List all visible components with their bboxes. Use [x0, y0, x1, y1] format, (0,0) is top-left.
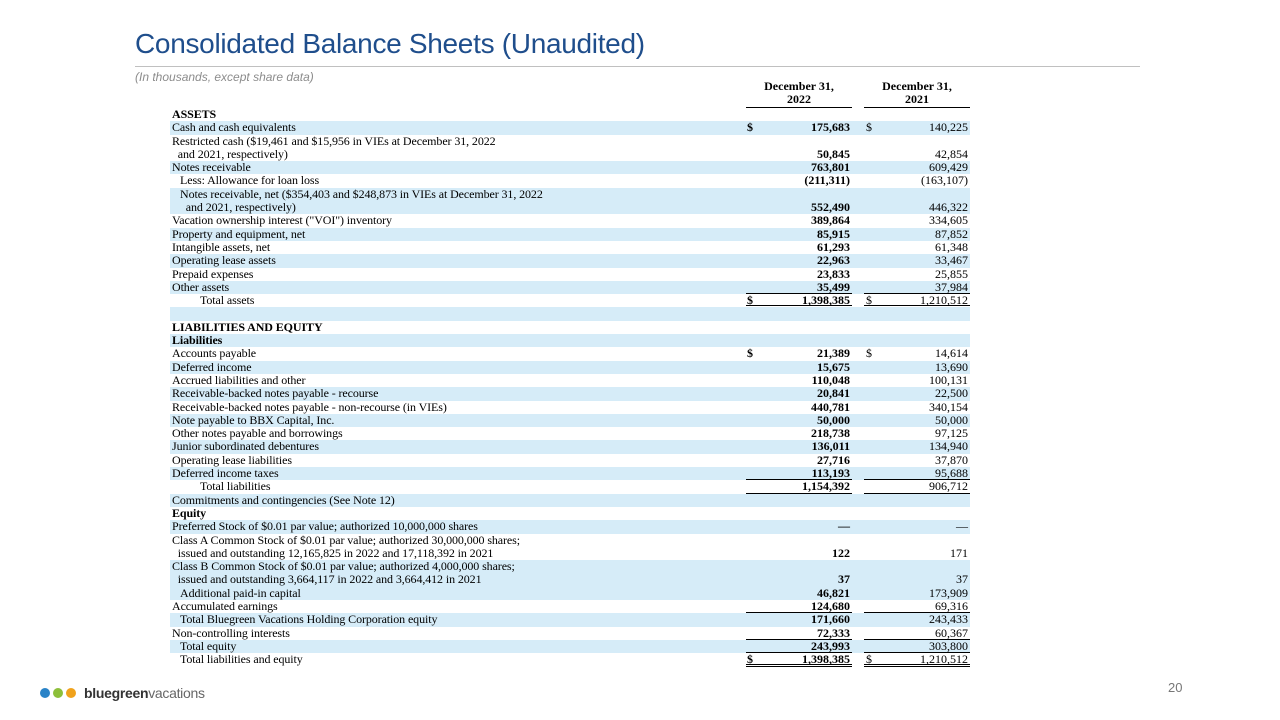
value-2021: 37,984 [864, 281, 970, 294]
row-label: Operating lease liabilities [172, 452, 292, 467]
value-2022: 122 [832, 545, 850, 560]
value-2022: 85,915 [817, 226, 850, 241]
table-row [170, 600, 970, 613]
value-2022: 763,801 [811, 160, 850, 175]
table-row [170, 347, 970, 360]
value-2022: 15,675 [817, 359, 850, 374]
value-2022: 46,821 [817, 585, 850, 600]
row-label: Other notes payable and borrowings [172, 426, 343, 441]
table-row [170, 188, 970, 215]
row-label: Equity [172, 505, 207, 520]
page-subtitle: (In thousands, except share data) [135, 70, 314, 84]
value-2021: 87,852 [935, 226, 968, 241]
value-2022: 243,993 [746, 640, 852, 653]
value-2021: 97,125 [935, 426, 968, 441]
row-label: Junior subordinated debentures [172, 439, 319, 454]
value-2022: 440,781 [811, 399, 850, 414]
table-row [170, 587, 970, 600]
table-row [170, 534, 970, 561]
value-2021: 37 [956, 572, 968, 587]
value-2022: 72,333 [746, 627, 852, 640]
table-row [170, 174, 970, 187]
value-2021: 243,433 [929, 612, 968, 627]
row-label: Intangible assets, net [172, 239, 271, 254]
row-label: Receivable-backed notes payable - recourse [172, 386, 379, 401]
row-label: Receivable-backed notes payable - non-recourse (in VIEs) [172, 399, 447, 414]
table-row [170, 241, 970, 254]
value-2021: 33,467 [935, 253, 968, 268]
value-2021: — [956, 519, 968, 534]
company-logo [40, 685, 205, 701]
logo-dot-blue-icon [40, 688, 50, 698]
value-2022: 37 [838, 572, 850, 587]
row-label: Note payable to BBX Capital, Inc. [172, 412, 335, 427]
value-2021: 173,909 [929, 585, 968, 600]
row-label: Commitments and contingencies (See Note 12) [172, 492, 395, 507]
table-row [170, 640, 970, 653]
currency-symbol: $ [866, 652, 872, 667]
row-label: Accounts payable [172, 346, 257, 361]
value-2021: 22,500 [935, 386, 968, 401]
row-label: Deferred income taxes [172, 466, 279, 481]
table-row [170, 467, 970, 480]
title-divider [135, 66, 1140, 67]
table-row [170, 454, 970, 467]
table-row [170, 427, 970, 440]
value-2021: (163,107) [921, 173, 968, 188]
table-row [170, 294, 970, 307]
value-2022: 27,716 [817, 452, 850, 467]
row-label: Property and equipment, net [172, 226, 306, 241]
row-label: Accumulated earnings [172, 598, 278, 613]
row-label: Liabilities [172, 333, 223, 348]
table-row [170, 281, 970, 294]
value-2022: 22,963 [817, 253, 850, 268]
row-label: Deferred income [172, 359, 252, 374]
table-row [170, 480, 970, 493]
row-label: Non-controlling interests [172, 625, 290, 640]
table-row [170, 653, 970, 666]
table-row [170, 560, 970, 587]
table-row [170, 494, 970, 507]
row-label: Vacation ownership interest ("VOI") inventory [172, 213, 392, 228]
row-label: Cash and cash equivalents [172, 120, 296, 135]
row-label: Operating lease assets [172, 253, 276, 268]
value-2022: 1,398,385 [746, 294, 852, 308]
row-label: Prepaid expenses [172, 266, 254, 281]
currency-symbol: $ [747, 346, 753, 361]
value-2022: 1,154,392 [746, 480, 852, 493]
value-2021: 340,154 [929, 399, 968, 414]
row-label: Notes receivable [172, 160, 251, 175]
value-2022: 171,660 [811, 612, 850, 627]
row-label: Restricted cash ($19,461 and $15,956 in VIEs at December 31, 2022 and 2021, respectively) [172, 133, 496, 161]
row-label: Total liabilities [200, 479, 271, 494]
table-row [170, 401, 970, 414]
value-2021: 1,210,512 [864, 653, 970, 667]
table-row [170, 135, 970, 162]
table-row [170, 520, 970, 533]
row-label: Total Bluegreen Vacations Holding Corporation equity [180, 612, 438, 627]
value-2022: 110,048 [811, 372, 850, 387]
table-row [170, 161, 970, 174]
table-row [170, 414, 970, 427]
value-2021: 14,614 [935, 346, 968, 361]
row-label: Class B Common Stock of $0.01 par value; authorized 4,000,000 shares; issued and outstanding 3,664,117 in 2022 and 3,664,412 in 2021 [172, 559, 515, 587]
value-2021: 171 [950, 545, 968, 560]
currency-symbol: $ [747, 120, 753, 135]
table-row [170, 627, 970, 640]
page-title: Consolidated Balance Sheets (Unaudited) [135, 28, 645, 59]
value-2021: 906,712 [864, 480, 970, 493]
value-2022: 175,683 [811, 120, 850, 135]
value-2022: 50,000 [817, 412, 850, 427]
value-2021: 25,855 [935, 266, 968, 281]
table-row [170, 214, 970, 227]
value-2021: 140,225 [929, 120, 968, 135]
value-2021: 446,322 [929, 200, 968, 215]
currency-symbol: $ [866, 293, 872, 308]
brand-wordmark: bluegreenvacations [84, 685, 205, 701]
table-row [170, 121, 970, 134]
table-row [170, 361, 970, 374]
value-2021: 13,690 [935, 359, 968, 374]
value-2021: 95,688 [864, 467, 970, 480]
value-2022: 552,490 [811, 200, 850, 215]
table-row [170, 374, 970, 387]
value-2022: 113,193 [746, 467, 852, 480]
value-2022: (211,311) [804, 173, 850, 188]
value-2021: 42,854 [935, 146, 968, 161]
currency-symbol: $ [866, 120, 872, 135]
currency-symbol: $ [866, 346, 872, 361]
table-row [170, 268, 970, 281]
row-label: LIABILITIES AND EQUITY [172, 319, 323, 334]
table-row [170, 334, 970, 347]
table-row [170, 440, 970, 453]
value-2022: 389,864 [811, 213, 850, 228]
table-row [170, 613, 970, 626]
value-2021: 134,940 [929, 439, 968, 454]
logo-dot-green-icon [53, 688, 63, 698]
table-row [170, 307, 970, 320]
row-label: Total liabilities and equity [180, 652, 303, 667]
value-2022: 21,389 [817, 346, 850, 361]
table-row [170, 321, 970, 334]
value-2022: 50,845 [817, 146, 850, 161]
row-label: Additional paid-in capital [180, 585, 301, 600]
value-2021: 303,800 [864, 640, 970, 653]
value-2021: 50,000 [935, 412, 968, 427]
currency-symbol: $ [747, 293, 753, 308]
row-label: Accrued liabilities and other [172, 372, 306, 387]
table-row [170, 387, 970, 400]
value-2022: 124,680 [746, 600, 852, 613]
value-2021: 69,316 [864, 600, 970, 613]
value-2021: 100,131 [929, 372, 968, 387]
value-2022: 218,738 [811, 426, 850, 441]
value-2021: 37,870 [935, 452, 968, 467]
column-header-2021: December 31, 2021 [864, 80, 970, 108]
value-2022: — [838, 519, 850, 534]
value-2022: 61,293 [817, 239, 850, 254]
row-label: Other assets [172, 279, 230, 294]
value-2022: 35,499 [746, 281, 852, 294]
value-2021: 609,429 [929, 160, 968, 175]
row-label: Less: Allowance for loan loss [180, 173, 320, 188]
value-2021: 1,210,512 [864, 294, 970, 308]
row-label: Total equity [180, 638, 237, 653]
logo-dot-orange-icon [66, 688, 76, 698]
table-row [170, 108, 970, 121]
value-2021: 334,605 [929, 213, 968, 228]
value-2021: 61,348 [935, 239, 968, 254]
value-2022: 136,011 [811, 439, 850, 454]
row-label: ASSETS [172, 107, 217, 121]
row-label: Total assets [200, 293, 255, 308]
value-2022: 20,841 [817, 386, 850, 401]
page-number: 20 [1168, 680, 1183, 695]
row-label: Notes receivable, net ($354,403 and $248,873 in VIEs at December 31, 2022 and 2021, respectively) [180, 186, 543, 215]
table-row [170, 254, 970, 267]
value-2022: 1,398,385 [746, 653, 852, 667]
column-header-2022: December 31, 2022 [746, 80, 852, 108]
value-2022: 23,833 [817, 266, 850, 281]
row-label: Class A Common Stock of $0.01 par value; authorized 30,000,000 shares; issued and outstanding 12,165,825 in 2022 and 17,118,392 in 2021 [172, 532, 520, 560]
table-row [170, 228, 970, 241]
row-label: Preferred Stock of $0.01 par value; authorized 10,000,000 shares [172, 519, 478, 534]
table-row [170, 507, 970, 520]
value-2021: 60,367 [864, 627, 970, 640]
balance-sheet-table [170, 108, 970, 666]
currency-symbol: $ [747, 652, 753, 667]
